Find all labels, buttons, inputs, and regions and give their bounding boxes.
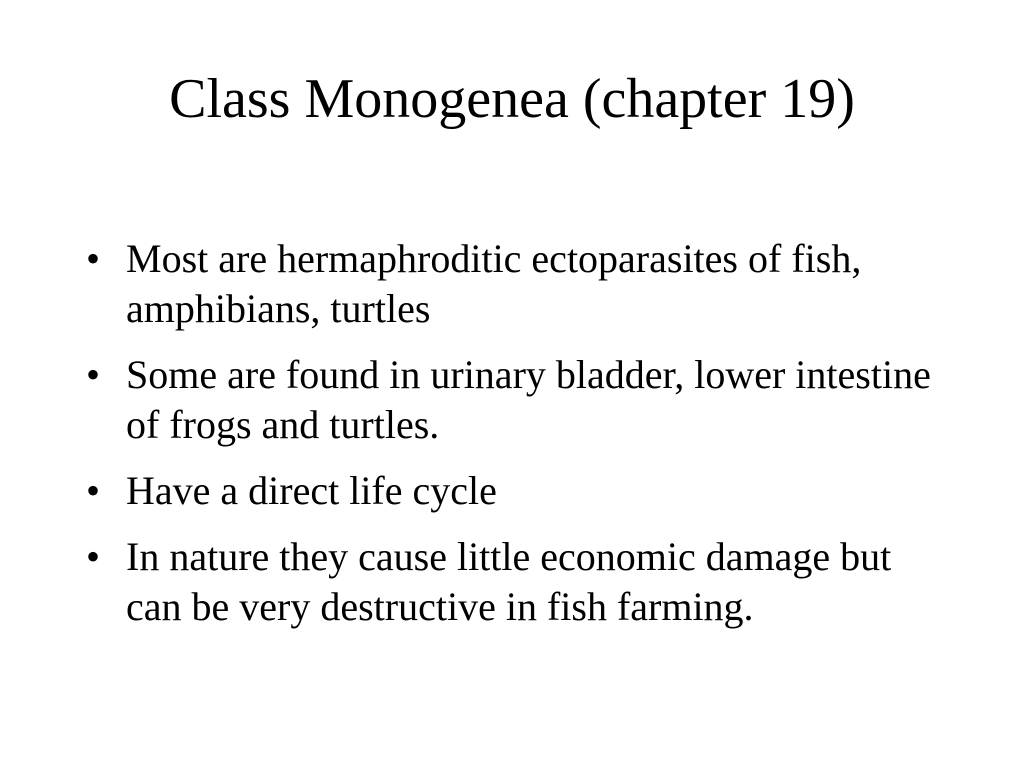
bullet-icon: •	[86, 236, 101, 281]
bullet-item	[86, 234, 956, 334]
bullet-item	[86, 350, 956, 450]
bullet-icon: •	[86, 352, 101, 397]
bullet-text: In nature they cause little economic damage but can be very destructive in fish farming.	[126, 534, 892, 629]
bullet-icon: •	[86, 534, 101, 579]
bullet-icon: •	[86, 468, 101, 513]
bullet-text: Most are hermaphroditic ectoparasites of fish, amphibians, turtles	[126, 236, 862, 331]
bullet-text: Some are found in urinary bladder, lower intestine of frogs and turtles.	[126, 352, 931, 447]
bullet-item	[86, 466, 956, 516]
bullet-list	[86, 234, 956, 648]
bullet-text: Have a direct life cycle	[126, 468, 497, 513]
slide-title: Class Monogenea (chapter 19)	[169, 68, 855, 130]
bullet-item	[86, 532, 956, 632]
